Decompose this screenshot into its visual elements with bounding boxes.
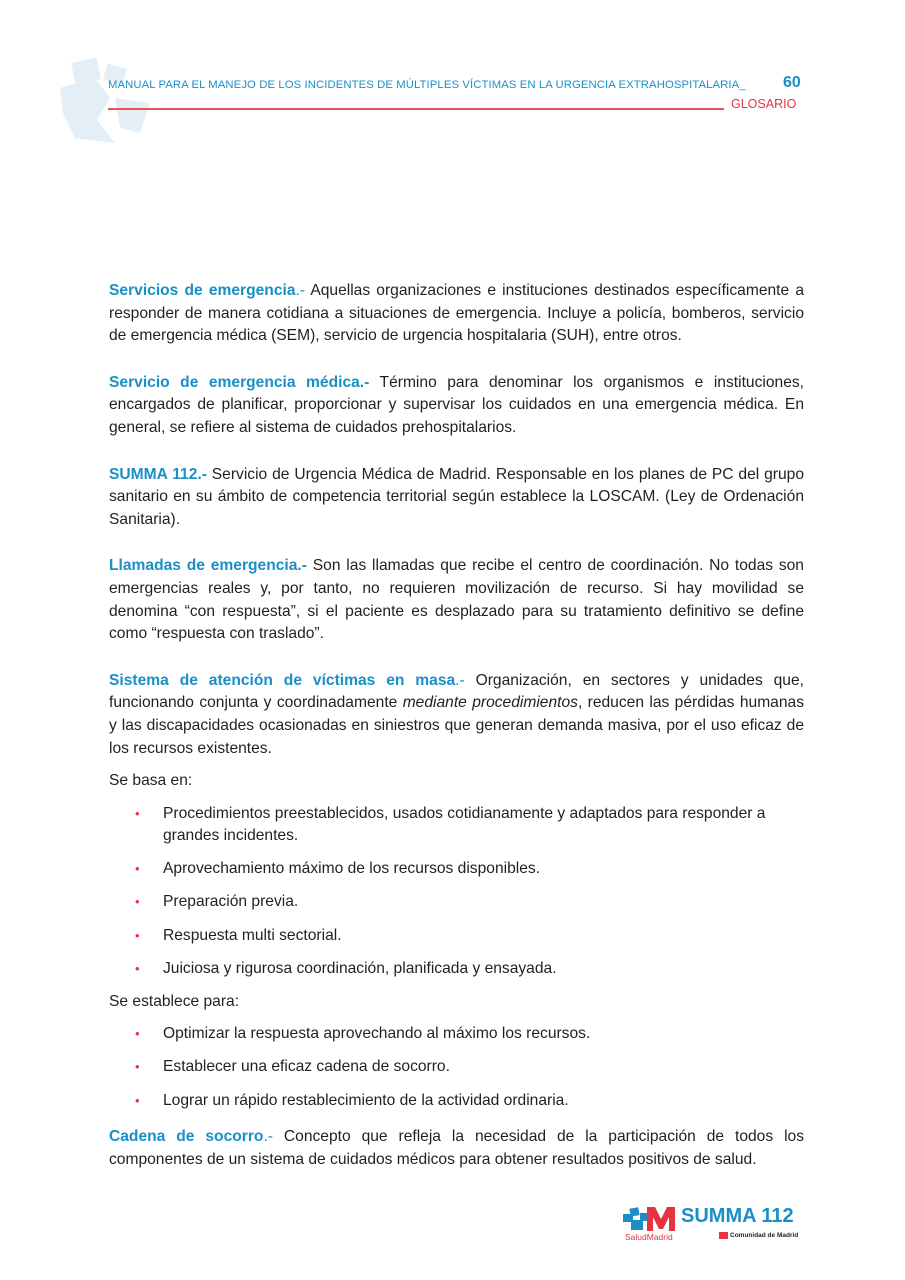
list-item: • Optimizar la respuesta aprovechando al máximo los recursos. xyxy=(109,1023,804,1046)
list-item: • Procedimientos preestablecidos, usados cotidianamente y adaptados para responder a grandes incidentes. xyxy=(135,804,766,845)
glossary-entry xyxy=(109,372,804,440)
salud-madrid-logo-icon xyxy=(623,1205,677,1233)
glossary-definition: Término para denominar los organismos e instituciones, encargados de planificar, proporcionar y supervisar los cuidados en una emergencia médica. En general, se refiere al sistema de cuidados prehospitalarios. xyxy=(109,373,804,436)
glossary-content xyxy=(109,280,804,1195)
glossary-definition: Concepto que refleja la necesidad de la participación de todos los componentes de un sistema de cuidados médicos para obtener resultados positivos de salud. xyxy=(109,1128,805,1168)
glossary-term: Servicio de emergencia médica.- xyxy=(109,373,370,391)
list-item: • Establecer una eficaz cadena de socorro. xyxy=(109,1056,804,1079)
section-title: GLOSARIO xyxy=(731,97,797,111)
glossary-term: SUMMA 112.- xyxy=(109,465,207,483)
emphasis-text: mediante procedimientos xyxy=(402,694,578,712)
comunidad-flag-icon xyxy=(719,1232,728,1239)
list-item: • Juiciosa y rigurosa coordinación, planificada y ensayada. xyxy=(109,958,804,981)
basa-list xyxy=(109,803,804,981)
glossary-term: Sistema de atención de víctimas en masa xyxy=(109,671,456,689)
bullet-icon: • xyxy=(135,894,140,910)
bullet-icon: • xyxy=(135,960,140,976)
salud-cross-watermark-icon xyxy=(55,58,155,148)
glossary-definition: Aquellas organizaciones e instituciones destinados específicamente a responder de manera cotidiana a situaciones de emergencia. Incluye a policía, bomberos, servicio de emergencia médica (SEM), servicio de urgencia hospitalaria (SUH), entre otros. xyxy=(109,282,804,345)
glossary-entry xyxy=(109,555,804,645)
footer-logos xyxy=(623,1205,813,1245)
bullet-icon: • xyxy=(135,927,140,943)
glossary-term: Servicios de emergencia xyxy=(109,282,296,299)
header-divider xyxy=(108,108,724,110)
bullet-icon: • xyxy=(135,1026,140,1042)
bullet-icon: • xyxy=(135,805,140,821)
glossary-definition: Son las llamadas que recibe el centro de coordinación. No todas son emergencias reales y, por tanto, no requieren movilización de recurso. Si hay movilidad se denomina “con respuesta”, si el paciente es desplazado para su tratamiento definitivo se define como “respuesta con traslado”. xyxy=(109,557,804,643)
list-label: Se establece para: xyxy=(109,992,240,1010)
page-number: 60 xyxy=(783,74,801,91)
glossary-definition: Servicio de Urgencia Médica de Madrid. Responsable en los planes de PC del grupo sanitario en su ámbito de competencia territorial según establece la LOSCAM. (Ley de Ordenación Sanitaria). xyxy=(109,465,804,528)
bullet-icon: • xyxy=(135,1059,140,1075)
comunidad-madrid-logo: Comunidad de Madrid xyxy=(719,1232,798,1239)
list-item: • Preparación previa. xyxy=(109,891,804,914)
glossary-entry xyxy=(109,464,804,532)
list-label: Se basa en: xyxy=(109,772,193,790)
list-item: • Lograr un rápido restablecimiento de la actividad ordinaria. xyxy=(109,1090,804,1113)
glossary-entry: Cadena de socorro.- Concepto que refleja la necesidad de la participación de todos los componentes de un sistema de cuidados médicos para obtener resultados positivos de salud. xyxy=(109,1128,805,1168)
glossary-entry: Servicios de emergencia.- Aquellas organizaciones e instituciones destinados específicamente a responder de manera cotidiana a situaciones de emergencia. Incluye a policía, bomberos, servicio de emergencia médica (SEM), servicio de urgencia hospitalaria (SUH), entre otros. xyxy=(109,282,804,345)
document-title: MANUAL PARA EL MANEJO DE LOS INCIDENTES DE MÚLTIPLES VÍCTIMAS EN LA URGENCIA EXTRAHOSPITALARIA_ xyxy=(108,79,746,91)
establece-list xyxy=(109,1023,804,1112)
bullet-icon: • xyxy=(135,861,140,877)
glossary-term: Cadena de socorro xyxy=(109,1128,264,1146)
glossary-term: Llamadas de emergencia.- xyxy=(109,557,307,575)
list-item: • Aprovechamiento máximo de los recursos disponibles. xyxy=(109,858,804,881)
summa-logo-text: SUMMA 112 xyxy=(681,1205,794,1227)
bullet-icon: • xyxy=(135,1092,140,1108)
list-item: • Respuesta multi sectorial. xyxy=(109,925,804,948)
glossary-entry: Sistema de atención de víctimas en masa.- Organización, en sectores y unidades que, funcionando conjunta y coordinadamente mediante procedimientos, reducen las pérdidas humanas y las discapacidades ocasionadas en siniestros que generan demanda masiva, por el uso eficaz de los recursos existentes. xyxy=(109,671,804,757)
salud-madrid-label: SaludMadrid xyxy=(625,1232,673,1242)
